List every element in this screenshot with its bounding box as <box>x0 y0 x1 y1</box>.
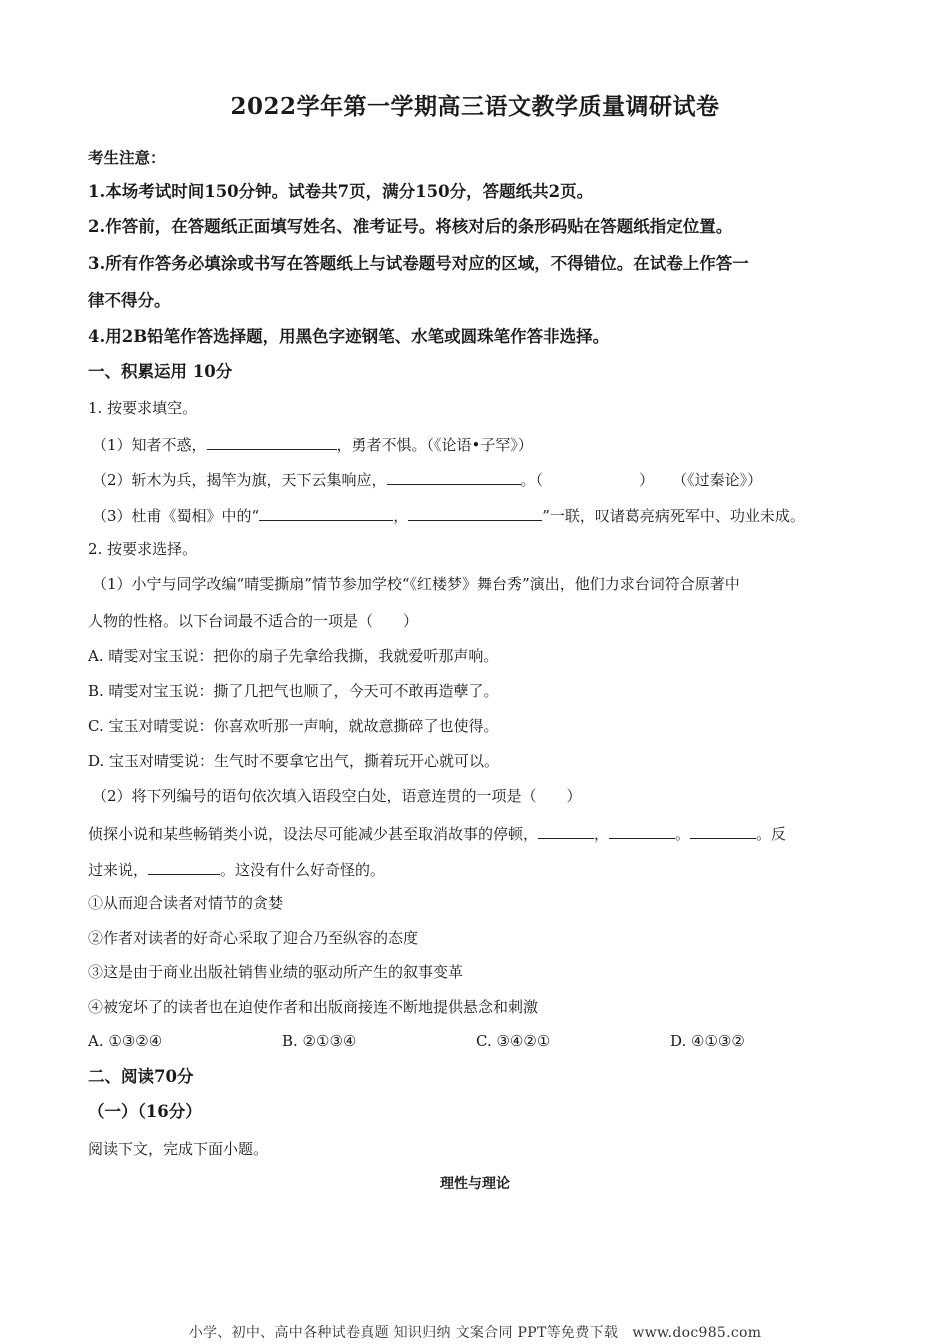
q1-line-2-a: （2）斩木为兵，揭竿为旗，天下云集响应， <box>92 471 387 489</box>
answer-blank[interactable] <box>148 858 220 875</box>
passage-text-a: 侦探小说和某些畅销类小说，设法尽可能减少甚至取消故事的停顿， <box>88 825 539 843</box>
q1-line-2-d: （《过秦论》） <box>672 471 763 489</box>
choice-d: D. ④①③② <box>670 1032 745 1050</box>
answer-blank[interactable] <box>609 822 675 839</box>
section2-instruction: 阅读下文，完成下面小题。 <box>88 1140 269 1158</box>
q1-line-3-c: ”一联，叹诸葛亮病死军中、功业未成。 <box>542 507 805 525</box>
sentence-3: ③这是由于商业出版社销售业绩的驱动所产生的叙事变革 <box>88 963 464 981</box>
answer-blank[interactable] <box>538 822 594 839</box>
q2-part2-passage-line-2 <box>88 858 385 880</box>
section1-heading: 一、积累运用 10分 <box>88 362 233 381</box>
sentence-4: ④被宠坏了的读者也在迫使作者和出版商接连不断地提供悬念和刺激 <box>88 998 539 1016</box>
sentence-1: ①从而迎合读者对情节的贪婪 <box>88 894 284 912</box>
q2-part1-line-1: （1）小宁与同学改编“晴雯撕扇”情节参加学校“《红楼梦》舞台秀”演出，他们力求台词符合原著中 <box>92 575 740 593</box>
exam-title: 2022学年第一学期高三语文教学质量调研试卷 <box>230 93 720 120</box>
choice-a: A. ①③②④ <box>88 1032 163 1050</box>
passage-text-e: 过来说， <box>88 861 149 879</box>
notice-item-2: 2.作答前，在答题纸正面填写姓名、准考证号。将核对后的条形码贴在答题纸指定位置。 <box>88 217 733 236</box>
sentence-2: ②作者对读者的好奇心采取了迎合乃至纵容的态度 <box>88 929 419 947</box>
choice-c: C. ③④②① <box>476 1032 551 1050</box>
notice-item-3: 3.所有作答务必填涂或书写在答题纸上与试卷题号对应的区域，不得错位。在试卷上作答一 <box>88 254 749 273</box>
passage-title: 理性与理论 <box>440 1176 510 1192</box>
notice-item-1: 1.本场考试时间150分钟。试卷共7页，满分150分，答题纸共2页。 <box>88 182 594 201</box>
q1-line-3 <box>92 504 805 526</box>
choice-b: B. ②①③④ <box>282 1032 357 1050</box>
q2-part1-option-d: D. 宝玉对晴雯说：生气时不要拿它出气，撕着玩开心就可以。 <box>88 752 500 770</box>
q1-line-2 <box>92 468 762 490</box>
q1-line-2-c: ） <box>639 471 655 489</box>
answer-blank[interactable] <box>408 504 542 521</box>
footer-text: 小学、初中、高中各种试卷真题 知识归纳 文案合同 PPT等免费下载 www.doc985.com <box>188 1325 762 1341</box>
q2-stem: 2. 按要求选择。 <box>88 540 198 558</box>
q2-part2-stem: （2）将下列编号的语句依次填入语段空白处，语意连贯的一项是（ ） <box>92 787 582 805</box>
passage-text-d: 。反 <box>756 825 787 843</box>
section2-subheading: （一）（16分） <box>88 1102 202 1121</box>
section2-heading: 二、阅读70分 <box>88 1067 194 1086</box>
q1-line-3-b: ， <box>393 507 409 525</box>
q2-part1-option-a: A. 晴雯对宝玉说：把你的扇子先拿给我撕，我就爱听那声响。 <box>88 647 499 665</box>
q1-line-2-b: 。（ <box>520 471 544 489</box>
passage-text-f: 。这没有什么好奇怪的。 <box>220 861 386 879</box>
notice-heading: 考生注意： <box>88 148 166 167</box>
passage-text-b: ， <box>594 825 610 843</box>
q2-part1-line-2: 人物的性格。以下台词最不适合的一项是（ ） <box>88 612 419 630</box>
answer-blank[interactable] <box>690 822 756 839</box>
q1-line-1-a: （1）知者不惑， <box>92 436 207 454</box>
passage-text-c: 。 <box>675 825 691 843</box>
notice-item-3-cont: 律不得分。 <box>88 291 171 310</box>
answer-blank[interactable] <box>259 504 393 521</box>
q2-part2-passage-line-1 <box>88 822 786 844</box>
q1-line-1-b: ，勇者不惧。（《论语•子罕》） <box>336 436 533 454</box>
notice-item-4: 4.用2B铅笔作答选择题，用黑色字迹钢笔、水笔或圆珠笔作答非选择。 <box>88 327 610 346</box>
q1-line-1 <box>92 433 533 455</box>
q2-part1-option-c: C. 宝玉对晴雯说：你喜欢听那一声响，就故意撕碎了也使得。 <box>88 717 499 735</box>
q2-part1-option-b: B. 晴雯对宝玉说：撕了几把气也顺了，今天可不敢再造孽了。 <box>88 682 499 700</box>
q1-line-3-a: （3）杜甫《蜀相》中的“ <box>92 507 260 525</box>
q1-stem: 1. 按要求填空。 <box>88 399 198 417</box>
answer-blank[interactable] <box>207 433 337 450</box>
answer-blank[interactable] <box>387 468 521 485</box>
